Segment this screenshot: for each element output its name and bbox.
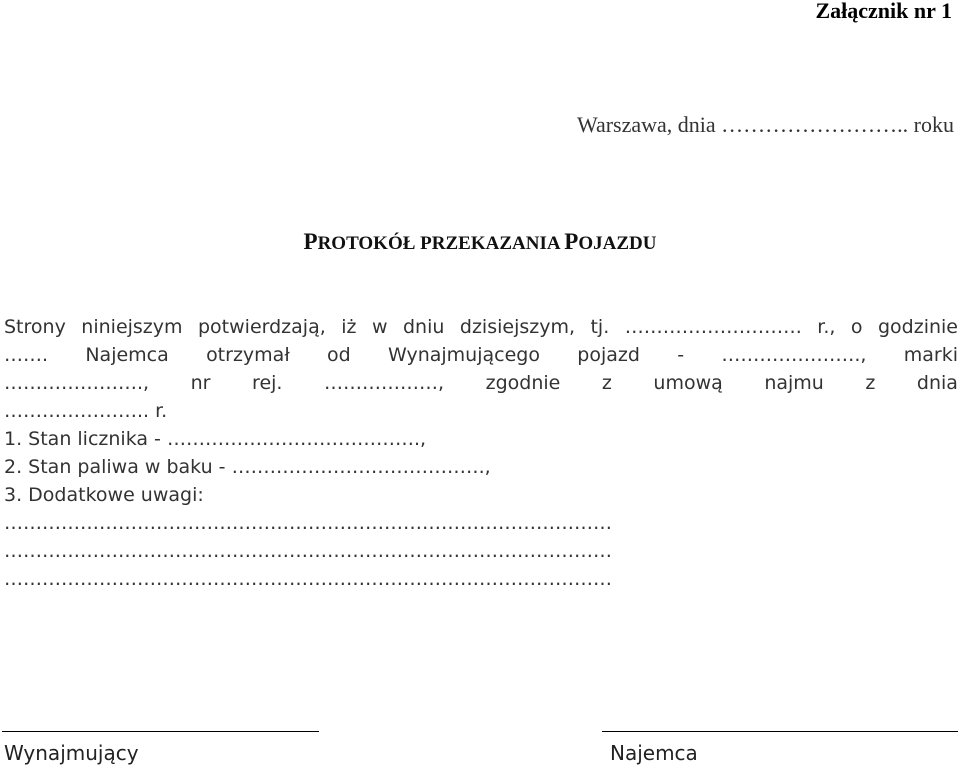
- tenant-signature-line: [602, 731, 958, 732]
- landlord-label: Wynajmujący: [4, 741, 139, 765]
- document-title: [0, 229, 960, 255]
- remarks-dots-1: ……………………………………………………………………………………: [4, 512, 612, 534]
- landlord-signature-line: [2, 731, 319, 732]
- body-word: od: [327, 344, 351, 366]
- body-word: godzinie: [877, 316, 958, 338]
- body-word: zgodnie: [485, 372, 561, 394]
- body-word: ………………,: [324, 372, 445, 394]
- remarks-dots-2: ……………………………………………………………………………………: [4, 540, 612, 562]
- body-word: z: [601, 372, 612, 394]
- tenant-label: Najemca: [610, 741, 698, 765]
- item-remarks: 3. Dodatkowe uwagi:: [4, 484, 204, 506]
- body-word: ………………….,: [4, 372, 150, 394]
- body-word: …….: [4, 344, 49, 366]
- body-word: nr: [190, 372, 211, 394]
- body-line-1: [4, 313, 958, 341]
- body-word: z: [865, 372, 876, 394]
- body-word: pojazd: [577, 344, 640, 366]
- body-word: najmu: [764, 372, 824, 394]
- body-word: ………………….,: [721, 344, 867, 366]
- body-line-2: [4, 341, 958, 369]
- body-word: umową: [653, 372, 723, 394]
- body-word: Wynajmującego: [388, 344, 540, 366]
- title-initial-p2: P: [564, 229, 579, 254]
- title-initial-p: P: [303, 229, 318, 254]
- body-word: rej.: [252, 372, 283, 394]
- remarks-dots-3: ……………………………………………………………………………………: [4, 568, 612, 590]
- annex-label: Załącznik nr 1: [815, 0, 952, 23]
- item-odometer: 1. Stan licznika - ………………………………….,: [4, 428, 427, 450]
- title-rest-1: ROTOKÓŁ PRZEKAZANIA: [317, 233, 565, 254]
- body-word: marki: [903, 344, 958, 366]
- body-word: w: [371, 316, 388, 338]
- body-word: dniu: [402, 316, 445, 338]
- title-rest-2: OJAZDU: [578, 233, 657, 254]
- body-word: iż: [341, 316, 357, 338]
- body-word: ……………………….: [624, 316, 802, 338]
- body-word: tj.: [590, 316, 610, 338]
- body-word: o: [850, 316, 863, 338]
- body-word: Strony: [4, 316, 66, 338]
- body-word: niniejszym: [81, 316, 183, 338]
- body-line-3: [4, 369, 958, 397]
- body-word: -: [677, 344, 685, 366]
- body-line-4: ………………….. r.: [4, 400, 168, 422]
- body-word: r.,: [817, 316, 836, 338]
- place-and-date: Warszawa, dnia …………………….. roku: [576, 112, 954, 137]
- item-fuel-level: 2. Stan paliwa w baku - ………………………………….,: [4, 456, 491, 478]
- body-word: Najemca: [85, 344, 169, 366]
- body-word: potwierdzają,: [198, 316, 326, 338]
- protocol-body: [4, 313, 958, 593]
- body-word: otrzymał: [206, 344, 290, 366]
- body-word: dnia: [916, 372, 958, 394]
- body-word: dzisiejszym,: [459, 316, 576, 338]
